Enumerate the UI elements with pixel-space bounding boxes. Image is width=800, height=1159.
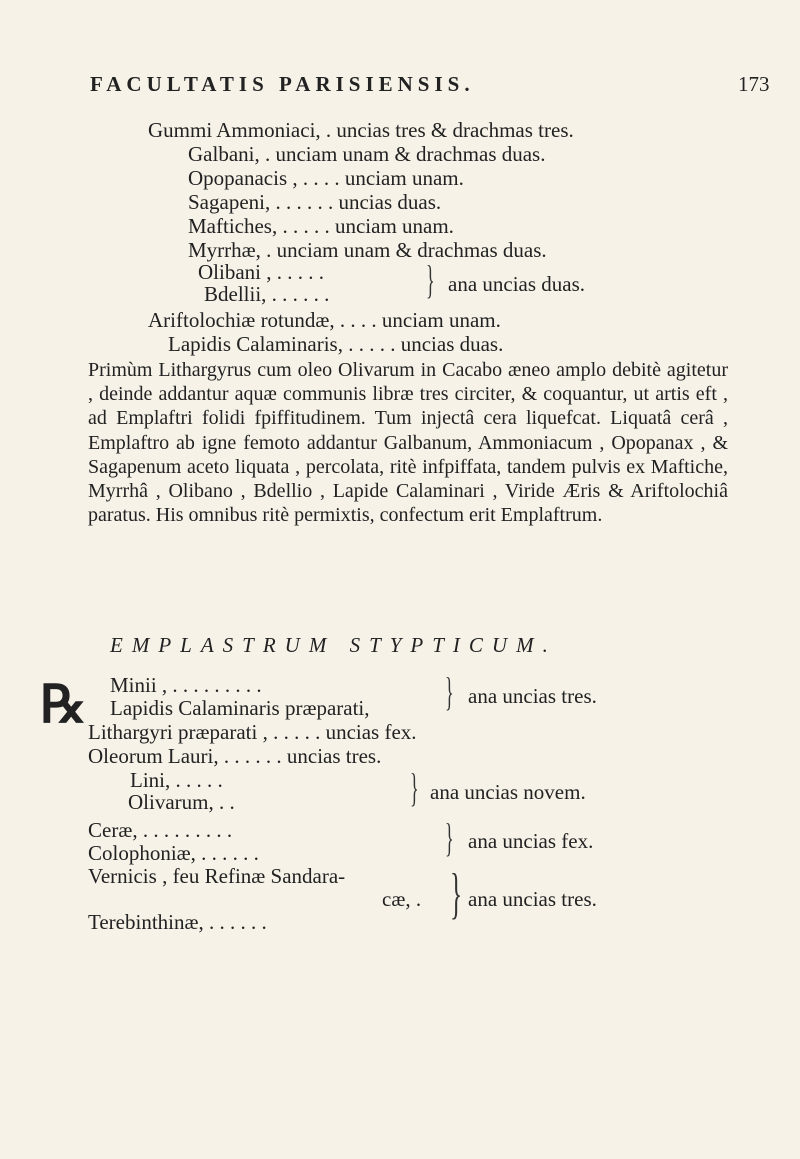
header-title: FACULTATIS PARISIENSIS.	[90, 72, 475, 96]
recipe-line: Opopanacis , . . . . unciam unam.	[188, 166, 464, 190]
recipe-line: Ariftolochiæ rotundæ, . . . . unciam unam.	[148, 308, 501, 332]
group-quantity: ana uncias tres.	[468, 684, 597, 708]
brace: }	[445, 815, 454, 860]
group-quantity: ana uncias fex.	[468, 829, 594, 853]
recipe-line: Lithargyri præparati , . . . . . uncias fex.	[88, 720, 417, 744]
group-item: Minii , . . . . . . . . .	[110, 673, 262, 697]
brace: }	[410, 765, 419, 810]
recipe-line: Lapidis Calaminaris, . . . . . uncias duas.	[168, 332, 504, 356]
group-item: Lini, . . . . .	[130, 768, 223, 792]
group-item: Bdellii, . . . . . .	[204, 282, 330, 306]
recipe-line: Myrrhæ, . unciam unam & drachmas duas.	[188, 238, 547, 262]
group-item: Vernicis , feu Refinæ Sandara-	[88, 864, 346, 888]
recipe-symbol-icon: ℞	[40, 677, 87, 734]
recipe-line: Gummi Ammoniaci, . uncias tres & drachmas tres.	[148, 118, 574, 142]
group-item: Ceræ, . . . . . . . . .	[88, 818, 233, 842]
group-item: Lapidis Calaminaris præparati,	[110, 696, 370, 720]
recipe-line: Sagapeni, . . . . . . uncias duas.	[188, 190, 442, 214]
group-quantity: ana uncias novem.	[430, 780, 586, 804]
section-title: EMPLASTRUM STYPTICUM.	[110, 633, 557, 657]
recipe-line: Oleorum Lauri, . . . . . . uncias tres.	[88, 744, 382, 768]
recipe-line: Maftiches, . . . . . unciam unam.	[188, 214, 454, 238]
instruction-paragraph: Primùm Lithargyrus cum oleo Olivarum in Cacabo æneo amplo debitè agitetur , deinde addantur aquæ communis libræ tres circiter, & coquantur, ut artis eft , ad Emplaftri folidi fpiffitudinem. Tum injectâ cera liquefcat. Liquatâ cerâ , Emplaftro ab igne femoto addantur Galbanum, Ammoniacum , Opopanax , & Sagapenum aceto liquata , percolata, ritè infpiffata, tandem pulvis ex Maftiche, Myrrhâ , Olibano , Bdellio , Lapide Calaminari , Viride Æris & Ariftolochiâ paratus. His omnibus ritè permixtis, confectum erit Emplaftrum.	[88, 359, 728, 527]
group-item: Colophoniæ, . . . . . .	[88, 841, 259, 865]
brace: }	[426, 257, 435, 302]
brace: }	[445, 669, 454, 714]
group-item: Olibani , . . . . .	[198, 260, 324, 284]
brace: }	[450, 863, 463, 925]
group-item: cæ, .	[382, 887, 422, 911]
group-quantity: ana uncias tres.	[468, 887, 597, 911]
group-item: Olivarum, . .	[128, 790, 235, 814]
group-item: Terebinthinæ, . . . . . .	[88, 910, 267, 934]
group-quantity: ana uncias duas.	[448, 272, 586, 296]
recipe-line: Galbani, . unciam unam & drachmas duas.	[188, 142, 546, 166]
page-number: 173	[738, 72, 770, 96]
